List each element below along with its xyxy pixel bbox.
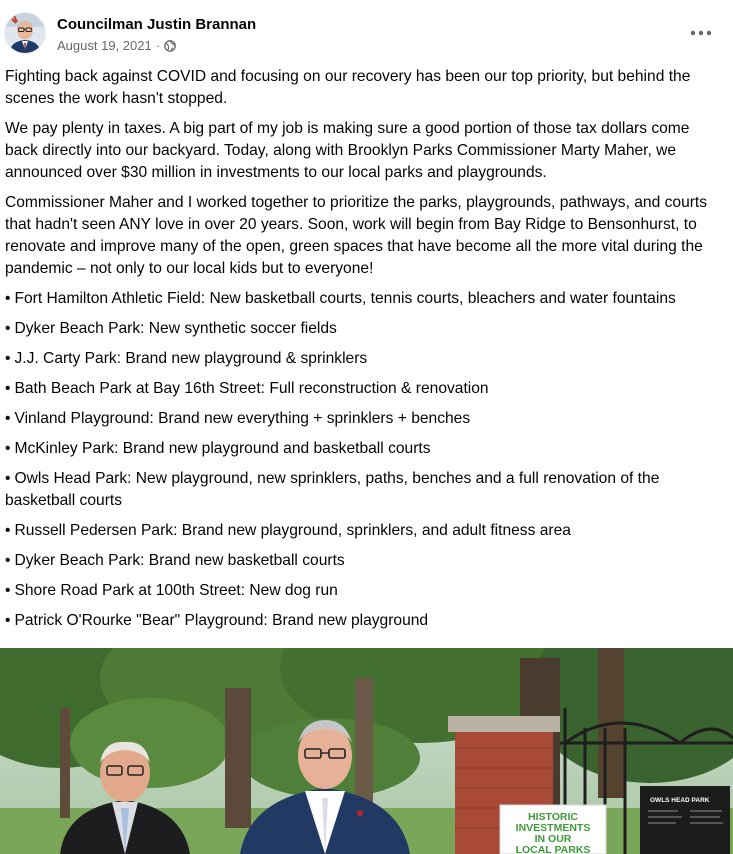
list-item: • Owls Head Park: New playground, new sprinklers, paths, benches and a full renovation of the basketball courts <box>5 470 660 509</box>
list-item: • Russell Pedersen Park: Brand new playground, sprinklers, and adult fitness area <box>5 522 571 539</box>
list-item: • Fort Hamilton Athletic Field: New basketball courts, tennis courts, bleachers and water fountains <box>5 290 676 307</box>
sign-line-2: INVESTMENTS <box>515 822 591 834</box>
post-paragraph: We pay plenty in taxes. A big part of my job is making sure a good portion of those tax dollars come back directly into our backyard. Today, along with Brooklyn Parks Commissioner Marty Maher, we announced over $30 million in investments to our local parks and playgrounds. <box>5 120 690 181</box>
list-item: • Shore Road Park at 100th Street: New dog run <box>5 582 338 599</box>
board-title: OWLS HEAD PARK <box>650 797 710 804</box>
sign-line-1: HISTORIC <box>528 811 578 823</box>
post-photo[interactable] <box>0 648 733 854</box>
list-item: • Dyker Beach Park: Brand new basketball courts <box>5 552 345 569</box>
list-item: • Patrick O'Rourke "Bear" Playground: Brand new playground <box>5 612 429 629</box>
post-header <box>0 0 733 66</box>
meta-separator: · <box>155 38 161 53</box>
post-meta <box>57 38 176 54</box>
more-options-button[interactable] <box>683 18 719 48</box>
author-avatar[interactable] <box>5 13 45 53</box>
author-name[interactable]: Councilman Justin Brannan <box>57 16 257 33</box>
list-item: • J.J. Carty Park: Brand new playground & sprinklers <box>5 350 368 367</box>
park-list <box>5 288 725 632</box>
park-press-photo <box>0 648 733 854</box>
post-paragraph: Fighting back against COVID and focusing on our recovery has been our top priority, but behind the scenes the work hasn't stopped. <box>5 68 691 107</box>
list-item: • Bath Beach Park at Bay 16th Street: Full reconstruction & renovation <box>5 380 489 397</box>
list-item: • Dyker Beach Park: New synthetic soccer fields <box>5 320 337 337</box>
sign-line-4: LOCAL PARKS <box>515 844 591 854</box>
list-item: • Vinland Playground: Brand new everything + sprinklers + benches <box>5 410 471 427</box>
post-date[interactable]: August 19, 2021 <box>57 38 152 53</box>
post-text <box>5 66 725 640</box>
avatar-photo <box>5 13 45 53</box>
sign-line-3: IN OUR <box>534 833 572 845</box>
globe-icon <box>164 40 176 52</box>
post-paragraph: Commissioner Maher and I worked together to prioritize the parks, playgrounds, pathways, and courts that hadn't seen ANY love in over 20 years. Soon, work will begin from Bay Ridge to Bensonhurst, to renovate and improve many of the open, green spaces that have become all the more vital during the pandemic – not only to our local kids but to everyone! <box>5 194 708 277</box>
more-horizontal-icon <box>690 30 712 36</box>
list-item: • McKinley Park: Brand new playground and basketball courts <box>5 440 431 457</box>
